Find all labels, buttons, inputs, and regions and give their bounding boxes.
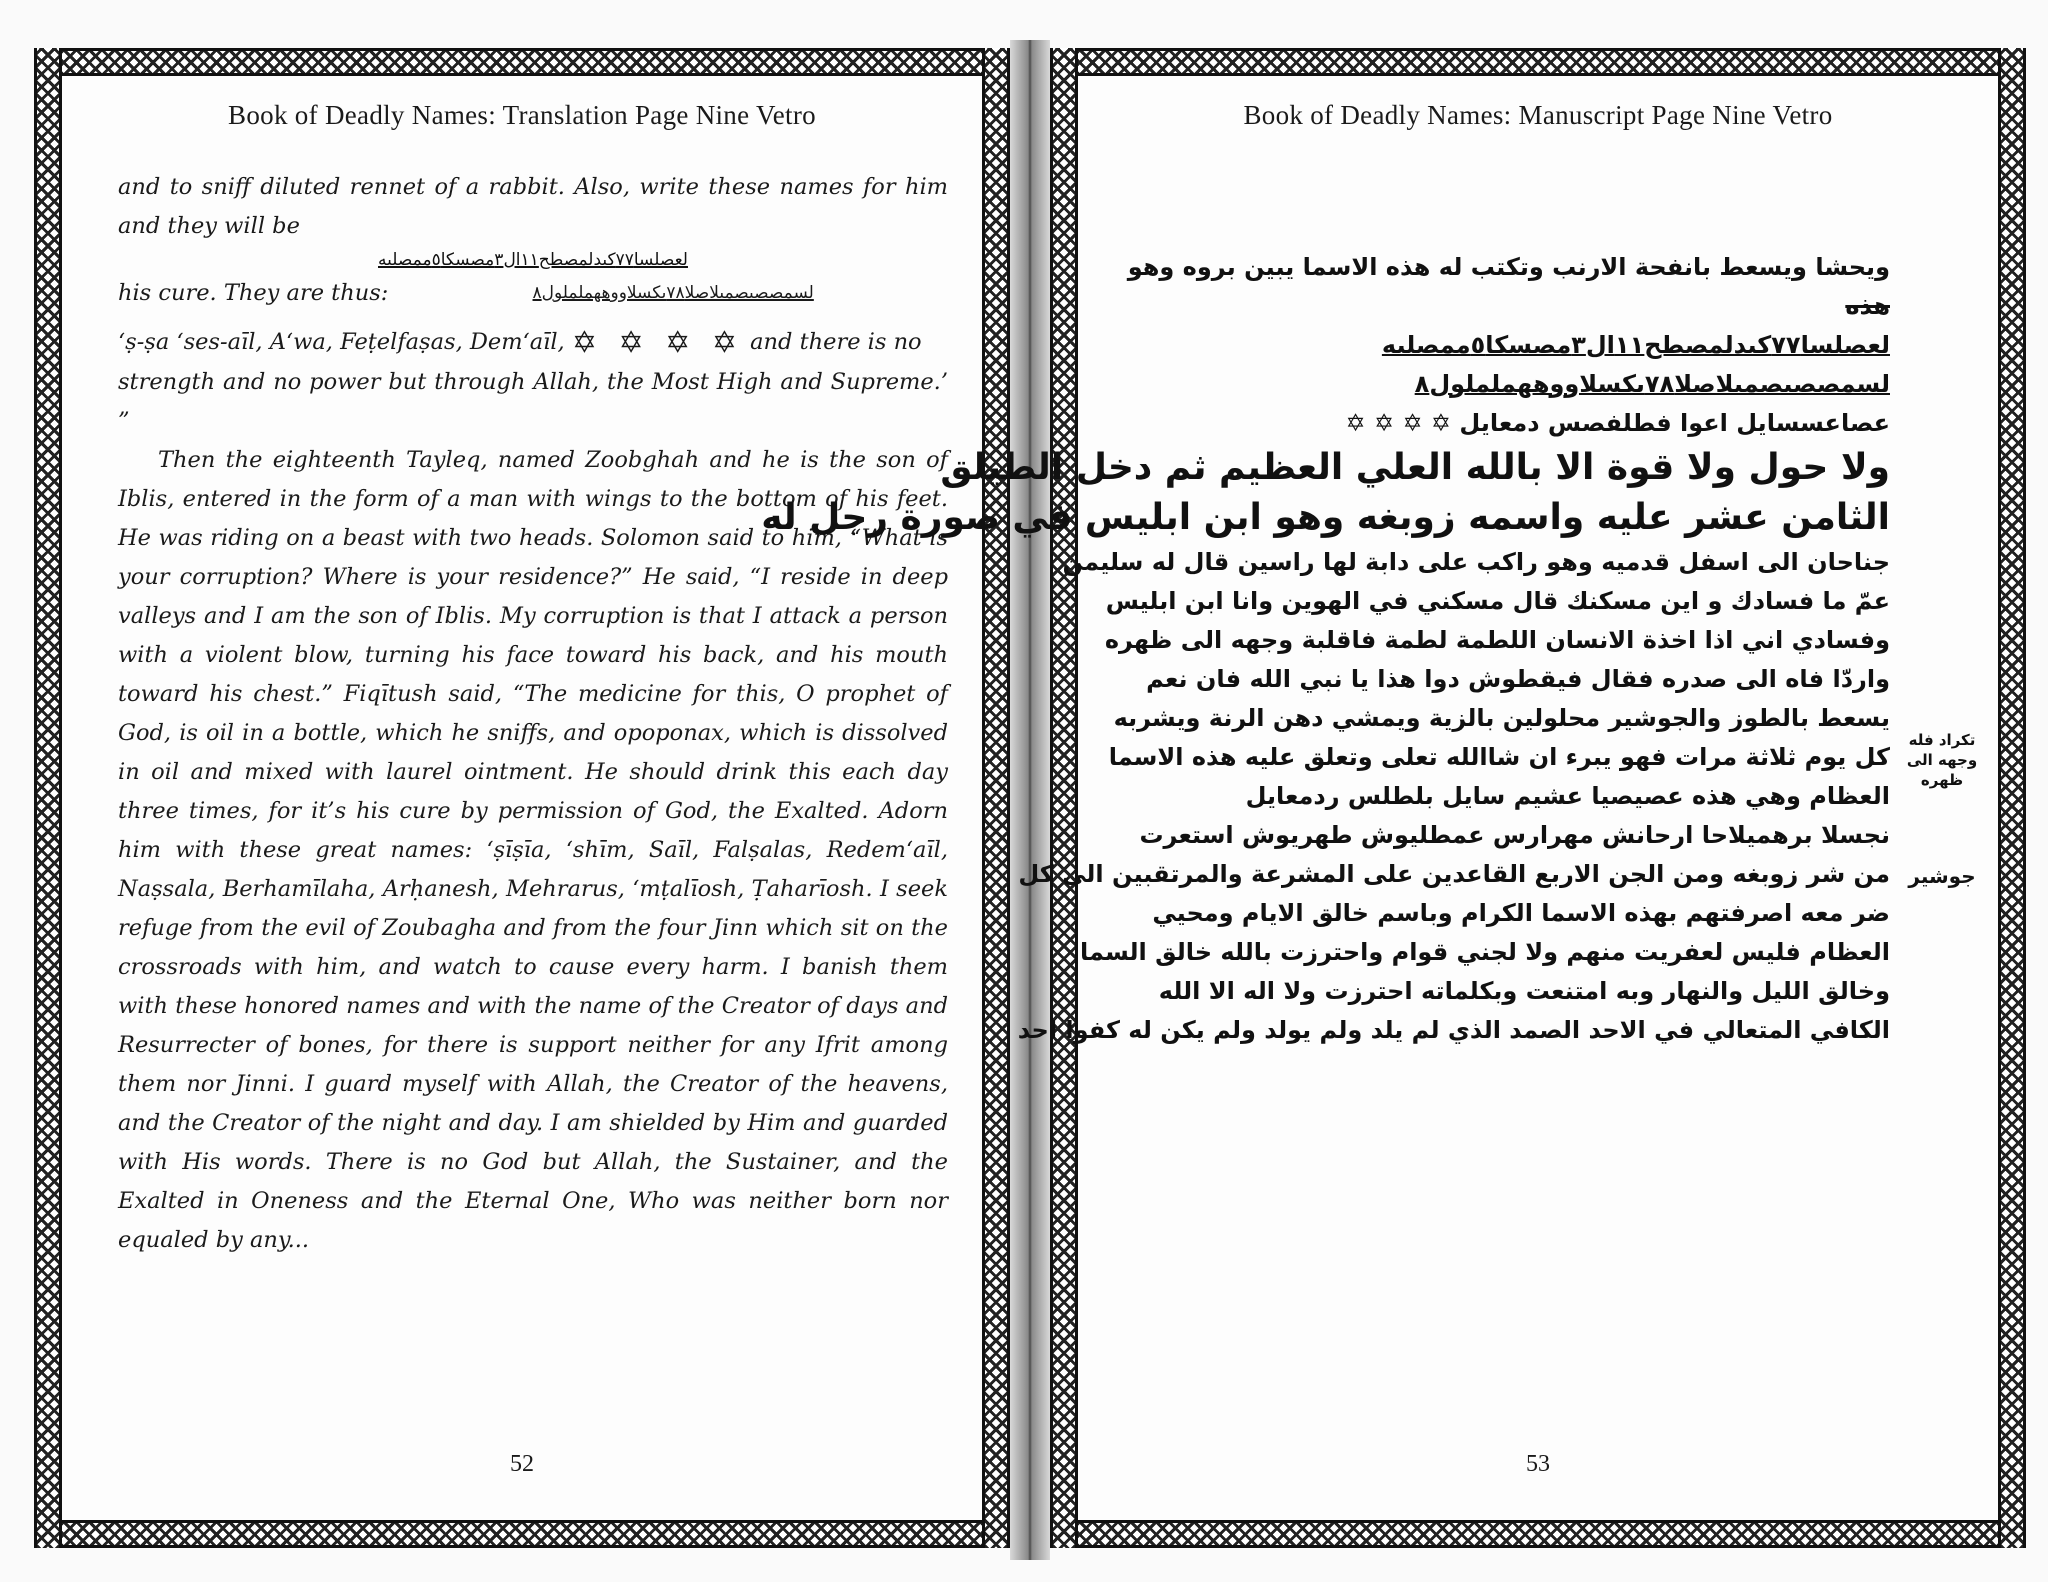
manuscript-line: كل يوم ثلاثة مرات فهو يبرء ان شاالله تعلى وتعلق عليه هذه الاسما: [1108, 743, 1890, 771]
text-line: strength and no power but through Allah, the Most High and Supreme.’ ”: [118, 368, 948, 434]
manuscript-line: ويحشا ويسعط بانفحة الارنب وتكتب له هذه الاسما يبين بروه وهو: [1127, 253, 1890, 281]
cipher-line: لعصلسا٧٧كىدلمصطح١١ال٣مصسكا٥ممصلىه: [378, 250, 688, 270]
names-line: [118, 323, 948, 363]
manuscript-line: يسعط بالطوز والجوشير محلولين بالزية ويمشي دهن الرنة ويشربه: [1113, 704, 1890, 732]
translation-text: [118, 168, 948, 1260]
manuscript-line: وفسادي اني اذا اخذة الانسان اللطمة لطمة فاقلبة وجهه الى ظهره: [1104, 626, 1890, 654]
manuscript-line: عصاعسسايل اعوا فطلفصس دمعايل ✡ ✡ ✡ ✡: [1345, 409, 1890, 437]
decorative-border-left: [34, 48, 62, 1548]
page-header: Book of Deadly Names: Translation Page Nine Vetro: [228, 100, 816, 130]
manuscript-cipher-line: لعصلسا٧٧كىدلمصطح١١ال٣مصسكا٥ممصلىه: [1381, 331, 1890, 359]
book-gutter: [1010, 40, 1050, 1560]
left-page: [34, 48, 1010, 1548]
manuscript-line: عمّ ما فسادك و اين مسكنك قال مسكني في الهوين وانا ابن ابليس: [1105, 587, 1890, 615]
star-of-david-icons: ✡ ✡ ✡ ✡: [571, 325, 743, 361]
manuscript-line-struck: هذه: [1845, 292, 1890, 320]
page-number: 53: [1526, 1451, 1550, 1477]
decorative-border-bottom: [1050, 1520, 2026, 1548]
manuscript-line: ولا حول ولا قوة الا بالله العلي العظيم ثم دخل الطيلق: [940, 447, 1890, 488]
decorative-border-bottom: [34, 1520, 1010, 1548]
manuscript-line: وخالق الليل والنهار وبه امتنعت وبكلماته احترزت ولا اله الا الله: [1158, 977, 1890, 1005]
manuscript-cipher-line: لسمصصىصمىلاصلا٧٨ىكسلاووھهململول٨: [1414, 370, 1890, 398]
manuscript-line: العظام فليس لعفريت منهم ولا لجني قوام واحترزت بالله خالق السما: [1079, 938, 1890, 966]
translation-paragraph: Then the eighteenth Tayleq, named Zoobghah and he is the son of Iblis, entered in the form of a man with wings to the bottom of his feet. He was riding on a beast with two heads. Solomon said to him, “What is your corruption? Where is your residence?” He said, “I reside in deep valleys and I am the son of Iblis. My corruption is that I attack a person with a violent blow, turning his face toward his back, and his mouth toward his chest.” Fiqītush said, “The medicine for this, O prophet of God, is oil in a bottle, which he sniffs, and opoponax, which is dissolved in oil and mixed with laurel ointment. He should drink this each day three times, for it’s his cure by permission of God, the Exalted. Adorn him with these great names: ‘ṣīṣīa, ‘shīm, Saīl, Falṣalas, Redem‘aīl, Naṣsala, Berhamīlaha, Arḥanesh, Mehrarus, ‘mṭalīosh, Ṭaharīosh. I seek refuge from the evil of Zoubagha and from the four Jinn which sit on the crossroads with him, and watch to cause every harm. I banish them with these honored names and with the name of the Creator of days and Resurrecter of bones, for there is support neither for any Ifrit among them nor Jinni. I guard myself with Allah, the Creator of the heavens, and the Creator of the night and day. I am shielded by Him and guarded with His words. There is no God but Allah, the Sustainer, and the Exalted in Oneness and the Eternal One, Who was neither born nor equaled by any...: [118, 446, 948, 1253]
manuscript-line: نجسلا برهميلاحا ارحانش مهرارس عمطليوش طهريوش استعرت: [1139, 821, 1890, 849]
decorative-border-top: [34, 48, 1010, 76]
page-number: 52: [510, 1451, 534, 1477]
page-header: Book of Deadly Names: Manuscript Page Nine Vetro: [1243, 100, 1833, 130]
text-line: and to sniff diluted rennet of a rabbit. Also, write these names for him and they will be: [118, 174, 948, 239]
decorative-border-right: [982, 48, 1010, 1548]
manuscript-line: الثامن عشر عليه واسمه زوبغه وهو ابن ابليس في صورة رجل له: [761, 497, 1890, 538]
manuscript-line: واردّا فاه الى صدره فقال فيقطوش دوا هذا يا نبي الله فان نعم: [1146, 665, 1890, 693]
cipher-line: لسمصصىصمىلاصلا٧٨ىكسلاووھهململول٨: [532, 283, 814, 303]
manuscript-line: العظام وهي هذه عصيصيا عشيم سايل بلطلس ردمعايل: [1245, 782, 1890, 810]
manuscript-line: جناحان الى اسفل قدميه وهو راكب على دابة لها راسين قال له سليمن: [1062, 548, 1890, 576]
manuscript-line: ضر معه اصرفتهم بهذه الاسما الكرام وباسم خالق الايام ومحيي: [1152, 899, 1890, 927]
names-text: ‘ṣ-ṣa ‘ses-aīl, A‘wa, Feṭelfaṣas, Dem‘aīl,: [118, 329, 565, 355]
cure-row: [118, 274, 948, 313]
manuscript-line: الكافي المتعالي في الاحد الصمد الذي لم يلد ولم يولد ولم يكن له كفوا احد: [1017, 1016, 1890, 1044]
margin-note: جوشير: [1908, 864, 1976, 888]
margin-note: تكراد فله وجهه الى ظهره: [1906, 731, 1978, 789]
decorative-border-left: [1050, 48, 1078, 1548]
names-text-end: and there is no: [750, 329, 922, 355]
cure-lead-text: his cure. They are thus:: [118, 280, 389, 306]
manuscript-line: من شر زوبغه ومن الجن الاربع القاعدين على المشرعة والمرتقبين الى كل: [1018, 860, 1890, 888]
decorative-border-top: [1050, 48, 2026, 76]
decorative-border-right: [1998, 48, 2026, 1548]
